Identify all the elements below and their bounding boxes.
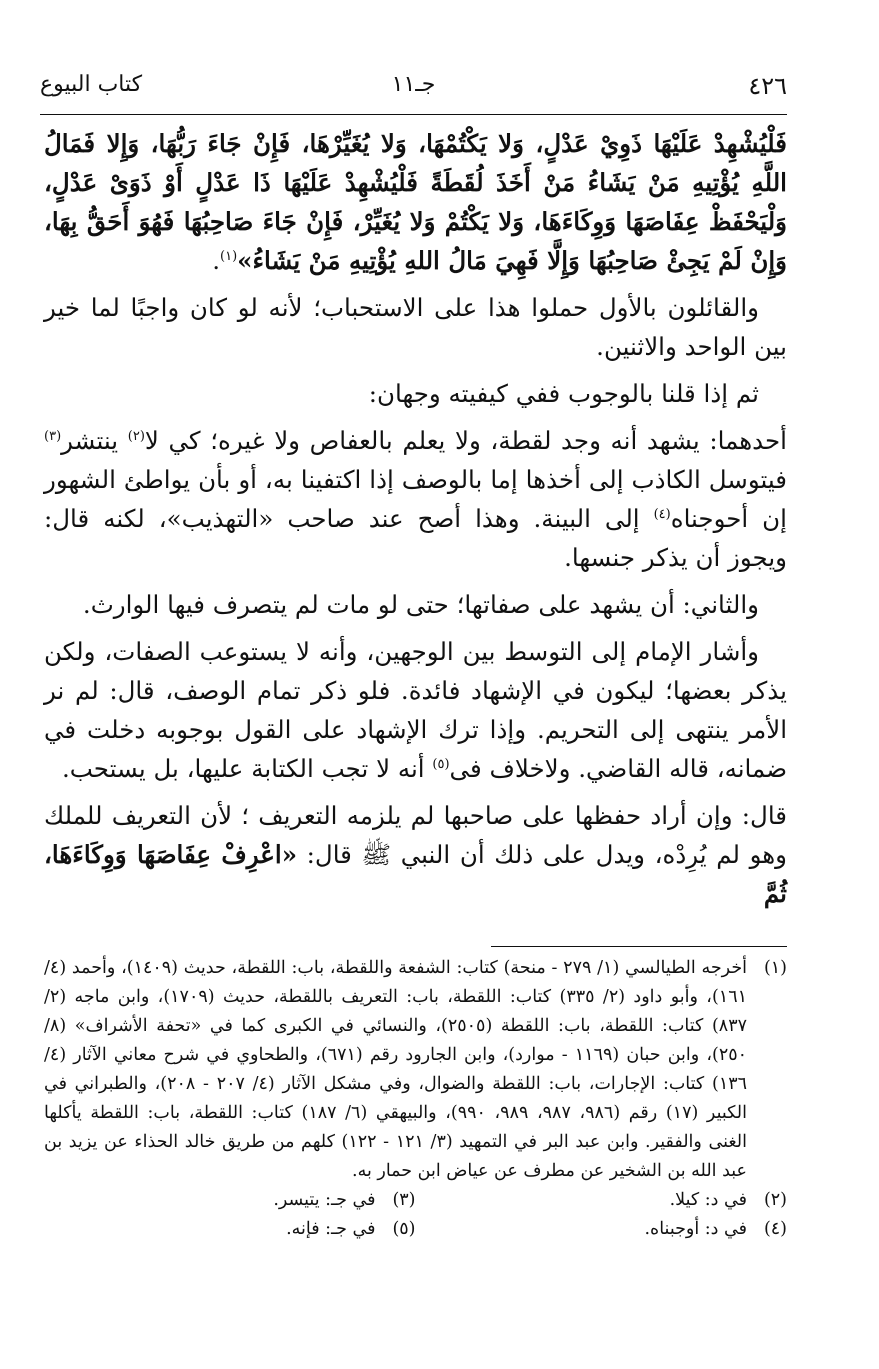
- hadith-text: فَلْيُشْهِدْ عَلَيْهَا ذَوِيْ عَدْلٍ، وَلا يَكْتُمْهَا، وَلا يُغَيِّرْهَا، فَإِنْ جَاءَ رَبُّهَا، وَإِلا فَمَالُ اللَّهِ يُؤْتِيهِ مَنْ يَشَاءُ مَنْ أَخَذَ لُقَطَةً فَلْيُشْهِدْ عَلَيْهَا ذَا عَدْلٍ أَوْ ذَوَىْ عَدْلٍ، وَلْيَحْفَظْ عِفَاصَهَا وَوِكَاءَهَا، وَلا يَكْتُمْ وَلا يُغَيِّرْ، فَإِنْ جَاءَ صَاحِبُهَا فَهُوَ أَحَقُّ بِهَا، وَإِنْ لَمْ يَجِئْ صَاحِبُهَا وَإِلَّا فَهِيَ مَالُ اللهِ يُؤْتِيهِ مَنْ يَشَاءُ»: [44, 129, 787, 275]
- p6-part-a: وأشار الإمام إلى التوسط بين الوجهين، وأنه لا يستوعب الصفات، ولكن يذكر بعضها؛ ليكون في الإشهاد فائدة. فلو ذكر تمام الوصف، قال: لم نر الأمر ينتهى إلى التحريم. وإذا ترك الإشهاد على القول بوجوبه دخلت في ضمانه، قاله القاضي. ولاخلاف فى: [44, 637, 787, 783]
- footnote-5-text: في جـ: فإنه.: [286, 1219, 376, 1239]
- hadith-paragraph: [44, 124, 787, 280]
- header-rule: [40, 114, 787, 115]
- footnote-1-text: أخرجه الطيالسي (١/ ٢٧٩ - منحة) كتاب: الشفعة واللقطة، باب: اللقطة، حديث (١٤٠٩)، وأحمد (٤/ ١٦١)، وأبو داود (٢/ ٣٣٥) كتاب: اللقطة، باب: التعريف باللقطة، حديث (١٧٠٩)، وابن ماجه (٢/ ٨٣٧) كتاب: اللقطة، باب: اللقطة (٢٥٠٥)، والنسائي في الكبرى كما في «تحفة الأشراف» (٨/ ٢٥٠)، وابن حبان (١١٦٩ - موارد)، وابن الجارود رقم (٦٧١)، والطحاوي في شرح معاني الآثار (٤/ ١٣٦) كتاب: الإجارات، باب: اللقطة والضوال، وفي مشكل الآثار (٤/ ٢٠٧ - ٢٠٨)، والطبراني في الكبير (١٧) رقم (٩٨٦، ٩٨٧، ٩٨٩، ٩٩٠)، والبيهقي (٦/ ١٨٧) كتاب: اللقطة، باب: اللقطة يأكلها الغنى والفقير. وابن عبد البر في التمهيد (٣/ ١٢١ - ١٢٢) كلهم من طريق خالد الحذاء عن يزيد بن عبد الله بن الشخير عن مطرف عن عياض ابن حمار به.: [44, 958, 748, 1181]
- footnote-3-text: في جـ: يتيسر.: [273, 1190, 376, 1210]
- footnote-2-number: (٢): [763, 1190, 787, 1210]
- main-text: [44, 124, 787, 915]
- paragraph-5: والثاني: أن يشهد على صفاتها؛ حتى لو مات لم يتصرف فيها الوارث.: [82, 590, 759, 619]
- page-header: [40, 72, 787, 108]
- page-number: ٤٢٦: [748, 72, 787, 100]
- p6-part-b: أنه لا تجب الكتابة عليها، بل يستحب.: [61, 754, 433, 783]
- paragraph-2: والقائلون بالأول حملوا هذا على الاستحباب؛ لأنه لو كان واجبًا لما خير بين الواحد والاثنين.: [44, 293, 787, 361]
- footnote-4-text: في د: أوجبناه.: [644, 1219, 747, 1239]
- footnote-5: [44, 1215, 416, 1244]
- footnote-marker-3: (٣): [44, 428, 62, 444]
- volume-label: جـ١١: [391, 72, 436, 97]
- footnote-rule: [491, 946, 787, 947]
- footnote-2: [416, 1186, 788, 1215]
- footnote-3: [44, 1186, 416, 1215]
- p7-hadith-quote: «اعْرِفْ عِفَاصَهَا وَوِكَاءَهَا، ثُمَّ: [44, 840, 787, 908]
- footnote-1-number: (١): [763, 958, 787, 978]
- footnote-marker-4: (٤): [653, 506, 671, 522]
- paragraph-6: [44, 632, 787, 788]
- footnote-4: [416, 1215, 788, 1244]
- book-title: كتاب البيوع: [40, 72, 143, 97]
- footnote-2-text: في د: كيلا.: [669, 1190, 747, 1210]
- p7-part-a: قال: وإن أراد حفظها على صاحبها لم يلزمه التعريف ؛ لأن التعريف للملك وهو لم يُرِدْه، ويدل على ذلك أن النبي ﷺ قال:: [44, 801, 788, 869]
- p4-part-a: أحدهما: يشهد أنه وجد لقطة، ولا يعلم بالعفاص ولا غيره؛ كي لا: [144, 426, 787, 455]
- footnote-row-2-3: [44, 1186, 787, 1215]
- p4-part-b: ينتشر: [61, 426, 128, 455]
- footnote-row-4-5: [44, 1215, 787, 1244]
- footnote-marker-1: (١): [220, 248, 238, 264]
- paragraph-3: ثم إذا قلنا بالوجوب ففي كيفيته وجهان:: [368, 379, 759, 408]
- footnote-marker-5: (٥): [432, 756, 450, 772]
- footnotes: [44, 954, 787, 1244]
- paragraph-7: [44, 796, 787, 913]
- p4-part-c: فيتوسل الكاذب إلى أخذها إما بالوصف إذا اكتفينا به، أو بأن يواطئ الشهور إن أحوجناه: [44, 465, 787, 533]
- footnote-marker-2: (٢): [127, 428, 145, 444]
- hadith-end: .: [212, 246, 221, 275]
- footnote-3-number: (٣): [392, 1190, 416, 1210]
- footnote-1: [44, 954, 787, 1186]
- p4-part-d: إلى البينة. وهذا أصح عند صاحب «التهذيب»، لكنه قال: ويجوز أن يذكر جنسها.: [44, 504, 787, 572]
- paragraph-4: [44, 421, 787, 577]
- footnote-5-number: (٥): [392, 1219, 416, 1239]
- footnote-4-number: (٤): [763, 1219, 787, 1239]
